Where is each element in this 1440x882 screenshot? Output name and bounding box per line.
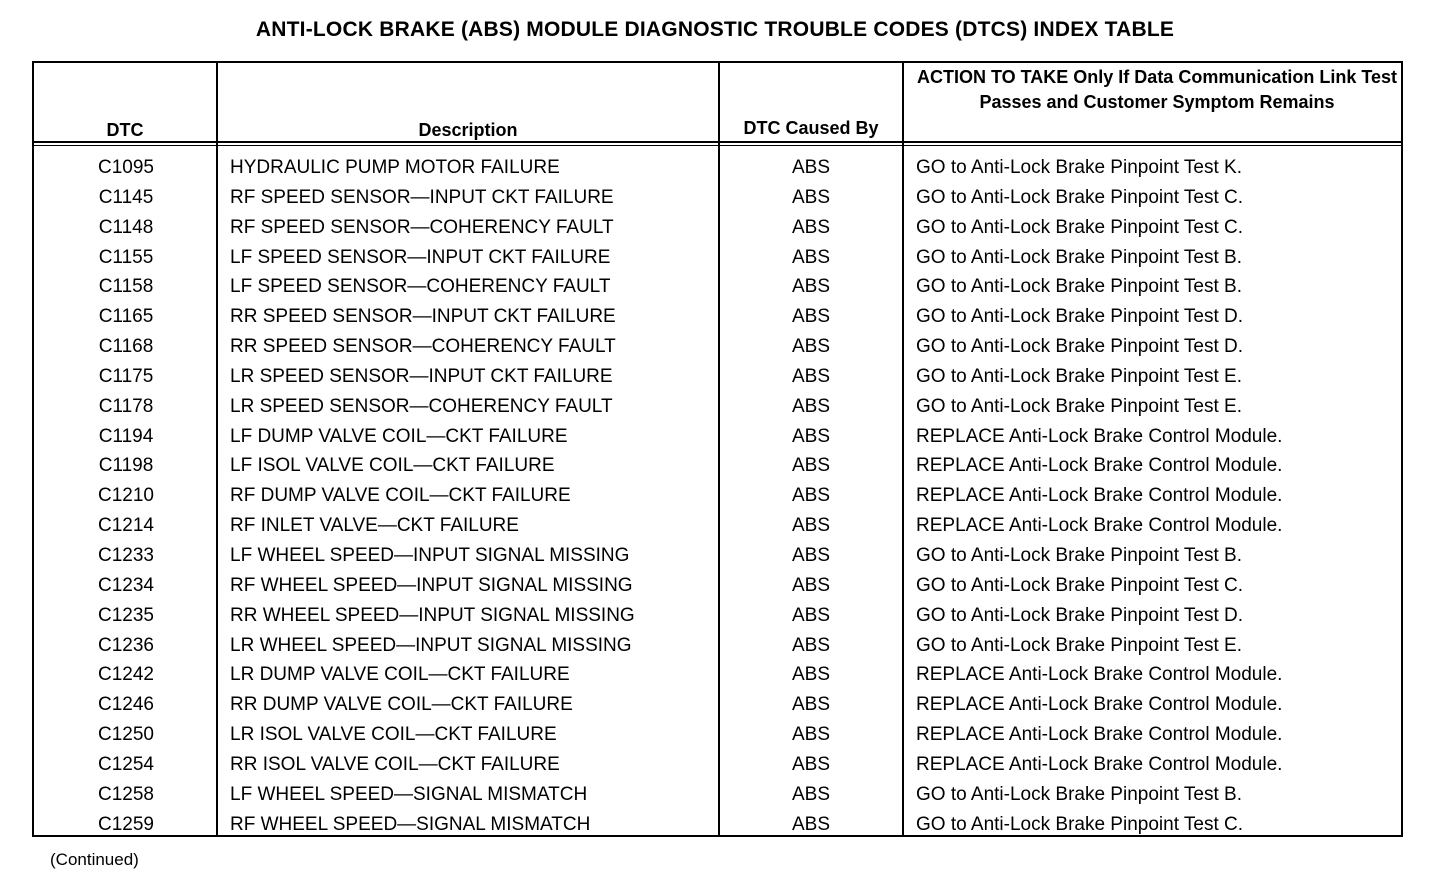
header-divider-secondary bbox=[34, 145, 1401, 146]
action-cell: REPLACE Anti-Lock Brake Control Module. bbox=[916, 724, 1283, 746]
dtc-cell: C1235 bbox=[98, 604, 154, 626]
caused-by-cell: ABS bbox=[791, 753, 831, 775]
action-cell: GO to Anti-Lock Brake Pinpoint Test E. bbox=[916, 634, 1242, 656]
dtc-cell: C1258 bbox=[98, 783, 154, 805]
action-cell: REPLACE Anti-Lock Brake Control Module. bbox=[916, 694, 1283, 716]
action-cell: GO to Anti-Lock Brake Pinpoint Test C. bbox=[916, 813, 1244, 835]
dtc-cell: C1242 bbox=[98, 664, 154, 686]
caused-by-cell: ABS bbox=[791, 157, 831, 178]
dtc-cell: C1246 bbox=[98, 694, 154, 716]
action-cell: GO to Anti-Lock Brake Pinpoint Test K. bbox=[916, 157, 1242, 178]
table-row bbox=[34, 302, 1401, 332]
description-cell: LF WHEEL SPEED—INPUT SIGNAL MISSING bbox=[230, 544, 630, 566]
description-cell: RF WHEEL SPEED—INPUT SIGNAL MISSING bbox=[230, 574, 633, 596]
dtc-cell: C1259 bbox=[98, 813, 154, 835]
description-cell: RR SPEED SENSOR—COHERENCY FAULT bbox=[230, 336, 616, 358]
table-row bbox=[34, 451, 1401, 481]
table-row bbox=[34, 810, 1401, 840]
description-cell: HYDRAULIC PUMP MOTOR FAILURE bbox=[230, 157, 560, 178]
table-row bbox=[34, 690, 1401, 720]
dtc-cell: C1254 bbox=[98, 753, 154, 775]
table-row bbox=[34, 392, 1401, 422]
description-cell: RR WHEEL SPEED—INPUT SIGNAL MISSING bbox=[230, 604, 635, 626]
table-row bbox=[34, 511, 1401, 541]
dtc-cell: C1148 bbox=[98, 216, 154, 238]
table-row bbox=[34, 213, 1401, 243]
description-cell: LF SPEED SENSOR—COHERENCY FAULT bbox=[230, 276, 611, 298]
action-cell: GO to Anti-Lock Brake Pinpoint Test D. bbox=[916, 306, 1244, 328]
action-cell: GO to Anti-Lock Brake Pinpoint Test D. bbox=[916, 336, 1244, 358]
table-row bbox=[34, 243, 1401, 273]
caused-by-cell: ABS bbox=[791, 544, 831, 566]
dtc-cell: C1095 bbox=[98, 157, 154, 178]
table-row bbox=[34, 660, 1401, 690]
caused-by-cell: ABS bbox=[791, 216, 831, 238]
caused-by-cell: ABS bbox=[791, 813, 831, 835]
caused-by-cell: ABS bbox=[791, 634, 831, 656]
action-cell: GO to Anti-Lock Brake Pinpoint Test B. bbox=[916, 783, 1242, 805]
action-cell: REPLACE Anti-Lock Brake Control Module. bbox=[916, 425, 1283, 447]
description-cell: RF INLET VALVE—CKT FAILURE bbox=[230, 515, 519, 537]
caused-by-cell: ABS bbox=[791, 246, 831, 268]
caused-by-cell: ABS bbox=[791, 395, 831, 417]
header-action: ACTION TO TAKE Only If Data Communication Link Test Passes and Customer Symptom Remains bbox=[916, 67, 1398, 112]
action-cell: GO to Anti-Lock Brake Pinpoint Test B. bbox=[916, 246, 1242, 268]
action-cell: REPLACE Anti-Lock Brake Control Module. bbox=[916, 515, 1283, 537]
caused-by-cell: ABS bbox=[791, 485, 831, 507]
table-row bbox=[34, 631, 1401, 661]
table-row bbox=[34, 183, 1401, 213]
description-cell: LF ISOL VALVE COIL—CKT FAILURE bbox=[230, 455, 555, 477]
table-body bbox=[34, 153, 1401, 839]
dtc-cell: C1198 bbox=[98, 455, 154, 477]
table-row bbox=[34, 272, 1401, 302]
description-cell: LR SPEED SENSOR—INPUT CKT FAILURE bbox=[230, 365, 613, 387]
dtc-cell: C1145 bbox=[98, 186, 154, 208]
header-description: Description bbox=[418, 120, 518, 140]
action-cell: GO to Anti-Lock Brake Pinpoint Test D. bbox=[916, 604, 1244, 626]
caused-by-cell: ABS bbox=[791, 336, 831, 358]
caused-by-cell: ABS bbox=[791, 306, 831, 328]
description-cell: LR WHEEL SPEED—INPUT SIGNAL MISSING bbox=[230, 634, 632, 656]
table-row bbox=[34, 780, 1401, 810]
action-cell: GO to Anti-Lock Brake Pinpoint Test C. bbox=[916, 216, 1244, 238]
table-row bbox=[34, 750, 1401, 780]
action-cell: GO to Anti-Lock Brake Pinpoint Test C. bbox=[916, 186, 1244, 208]
action-cell: GO to Anti-Lock Brake Pinpoint Test E. bbox=[916, 365, 1242, 387]
caused-by-cell: ABS bbox=[791, 783, 831, 805]
description-cell: RF DUMP VALVE COIL—CKT FAILURE bbox=[230, 485, 571, 507]
table-row bbox=[34, 422, 1401, 452]
caused-by-cell: ABS bbox=[791, 365, 831, 387]
caused-by-cell: ABS bbox=[791, 186, 831, 208]
table-row bbox=[34, 720, 1401, 750]
page-title: ANTI-LOCK BRAKE (ABS) MODULE DIAGNOSTIC TROUBLE CODES (DTCS) INDEX TABLE bbox=[255, 18, 1175, 41]
table-row bbox=[34, 601, 1401, 631]
header-dtc: DTC bbox=[106, 120, 144, 140]
table-row bbox=[34, 481, 1401, 511]
dtc-cell: C1155 bbox=[98, 246, 154, 268]
table-row bbox=[34, 332, 1401, 362]
action-cell: REPLACE Anti-Lock Brake Control Module. bbox=[916, 753, 1283, 775]
table-row bbox=[34, 153, 1401, 183]
description-cell: LF SPEED SENSOR—INPUT CKT FAILURE bbox=[230, 246, 611, 268]
action-cell: REPLACE Anti-Lock Brake Control Module. bbox=[916, 455, 1283, 477]
table-row bbox=[34, 571, 1401, 601]
dtc-index-table bbox=[32, 61, 1403, 837]
caused-by-cell: ABS bbox=[791, 276, 831, 298]
dtc-cell: C1175 bbox=[98, 365, 154, 387]
dtc-cell: C1194 bbox=[98, 425, 154, 447]
caused-by-cell: ABS bbox=[791, 515, 831, 537]
caused-by-cell: ABS bbox=[791, 664, 831, 686]
description-cell: RR DUMP VALVE COIL—CKT FAILURE bbox=[230, 694, 573, 716]
action-cell: GO to Anti-Lock Brake Pinpoint Test B. bbox=[916, 544, 1242, 566]
caused-by-cell: ABS bbox=[791, 574, 831, 596]
caused-by-cell: ABS bbox=[791, 604, 831, 626]
caused-by-cell: ABS bbox=[791, 694, 831, 716]
dtc-cell: C1165 bbox=[98, 306, 154, 328]
description-cell: RR ISOL VALVE COIL—CKT FAILURE bbox=[230, 753, 560, 775]
caused-by-cell: ABS bbox=[791, 455, 831, 477]
dtc-cell: C1250 bbox=[98, 724, 154, 746]
description-cell: LF DUMP VALVE COIL—CKT FAILURE bbox=[230, 425, 568, 447]
description-cell: LR SPEED SENSOR—COHERENCY FAULT bbox=[230, 395, 613, 417]
description-cell: RR SPEED SENSOR—INPUT CKT FAILURE bbox=[230, 306, 616, 328]
action-cell: REPLACE Anti-Lock Brake Control Module. bbox=[916, 664, 1283, 686]
caused-by-cell: ABS bbox=[791, 724, 831, 746]
action-cell: REPLACE Anti-Lock Brake Control Module. bbox=[916, 485, 1283, 507]
action-cell: GO to Anti-Lock Brake Pinpoint Test B. bbox=[916, 276, 1242, 298]
action-cell: GO to Anti-Lock Brake Pinpoint Test E. bbox=[916, 395, 1242, 417]
header-caused-by: DTC Caused By bbox=[743, 118, 879, 138]
description-cell: LF WHEEL SPEED—SIGNAL MISMATCH bbox=[230, 783, 588, 805]
description-cell: RF SPEED SENSOR—INPUT CKT FAILURE bbox=[230, 186, 614, 208]
dtc-cell: C1168 bbox=[98, 336, 154, 358]
description-cell: RF WHEEL SPEED—SIGNAL MISMATCH bbox=[230, 813, 591, 835]
description-cell: LR DUMP VALVE COIL—CKT FAILURE bbox=[230, 664, 570, 686]
caused-by-cell: ABS bbox=[791, 425, 831, 447]
dtc-cell: C1210 bbox=[98, 485, 154, 507]
dtc-cell: C1236 bbox=[98, 634, 154, 656]
table-row bbox=[34, 362, 1401, 392]
description-cell: LR ISOL VALVE COIL—CKT FAILURE bbox=[230, 724, 557, 746]
dtc-cell: C1233 bbox=[98, 544, 154, 566]
dtc-cell: C1158 bbox=[98, 276, 154, 298]
description-cell: RF SPEED SENSOR—COHERENCY FAULT bbox=[230, 216, 614, 238]
dtc-cell: C1234 bbox=[98, 574, 154, 596]
dtc-cell: C1178 bbox=[98, 395, 154, 417]
table-row bbox=[34, 541, 1401, 571]
continued-note: (Continued) bbox=[50, 850, 139, 869]
dtc-cell: C1214 bbox=[98, 515, 154, 537]
action-cell: GO to Anti-Lock Brake Pinpoint Test C. bbox=[916, 574, 1244, 596]
